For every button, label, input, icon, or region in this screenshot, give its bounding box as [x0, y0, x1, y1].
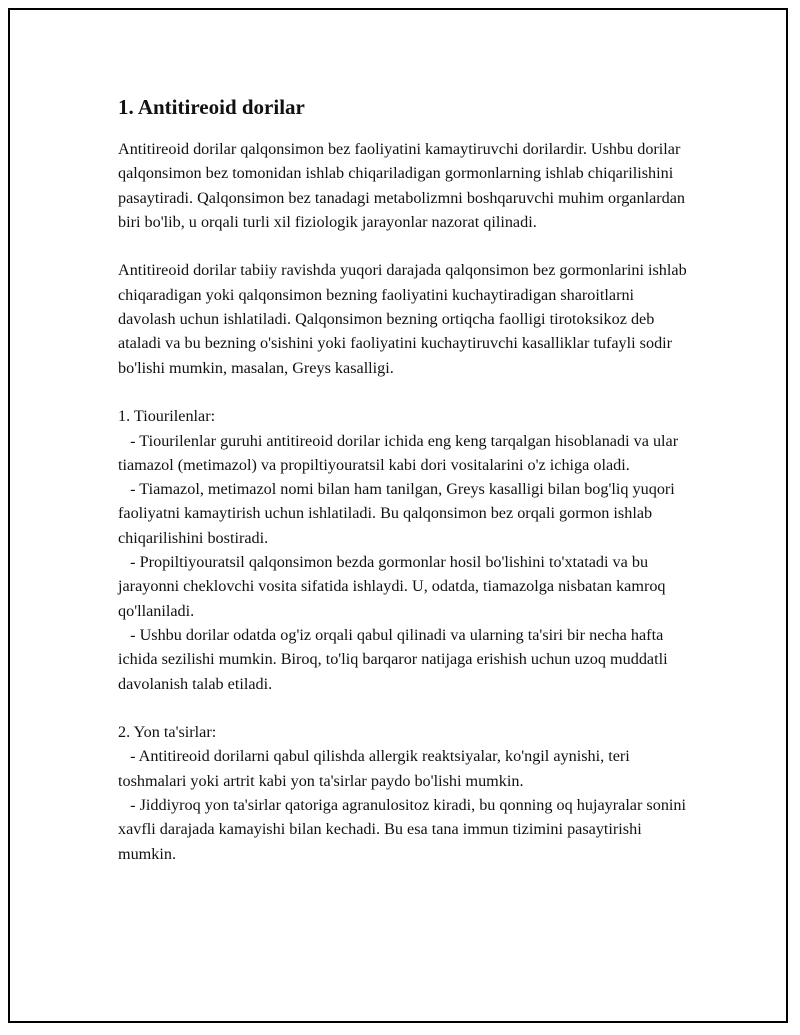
list-item: - Antitireoid dorilarni qabul qilishda allergik reaktsiyalar, ko'ngil aynishi, teri toshmalari yoki artrit kabi yon ta'sirlar paydo bo'lishi mumkin. — [118, 747, 634, 790]
list-item: - Propiltiyouratsil qalqonsimon bezda gormonlar hosil bo'lishini to'xtatadi va bu jarayonni cheklovchi vosita sifatida ishlaydi. U, odatda, tiamazolga nisbatan kamroq qo'llaniladi. — [118, 553, 670, 620]
list-item: - Jiddiyroq yon ta'sirlar qatoriga agranulositoz kiradi, bu qonning oq hujayralar sonini xavfli darajada kamayishi bilan kechadi. Bu esa tana immun tizimini pasaytirishi mumkin. — [118, 796, 691, 863]
document-body — [118, 93, 691, 866]
intro-paragraph: Antitireoid dorilar qalqonsimon bez faoliyatini kamaytiruvchi dorilardir. Ushbu dorilar qalqonsimon bez tomonidan ishlab chiqariladigan gormonlarning ishlab chiqarilishini pasaytiradi. Qalqonsimon bez tanadagi metabolizmni boshqaruvchi muhim organlardan biri bo'lib, u orqali turli xil fiziologik jarayonlar nazorat qilinadi. — [118, 140, 686, 231]
list-item: - Tiamazol, metimazol nomi bilan ham tanilgan, Greys kasalligi bilan bog'liq yuqori faoliyatni kamaytirish uchun ishlatiladi. Bu qalqonsimon bez orqali gormon ishlab chiqarilishini bostiradi. — [118, 480, 679, 547]
list-item: - Tiourilenlar guruhi antitireoid dorilar ichida eng keng tarqalgan hisoblanadi va ular tiamazol (metimazol) va propiltiyouratsil kabi dori vositalarini o'z ichiga oladi. — [118, 431, 683, 474]
paragraph-gap — [118, 234, 688, 258]
paragraph-gap — [118, 696, 688, 720]
paragraph-gap — [118, 380, 688, 404]
list-item: - Ushbu dorilar odatda og'iz orqali qabul qilinadi va ularning ta'siri bir necha hafta ichida sezilishi mumkin. Biroq, to'liq barqaror natijaga erishish uchun uzoq muddatli davolanish talab etiladi. — [118, 625, 672, 693]
document-title: 1. Antitireoid dorilar — [118, 95, 305, 119]
section-heading-side-effects: 2. Yon ta'sirlar: — [118, 723, 217, 742]
indication-paragraph: Antitireoid dorilar tabiiy ravishda yuqori darajada qalqonsimon bez gormonlarini ishlab chiqaradigan yoki qalqonsimon bezning faoliyatini kuchaytiradigan sharoitlarni davolash uchun ishlatiladi. Qalqonsimon bezning ortiqcha faolligi tirotoksikoz deb ataladi va bu bezning o'sishini yoki faoliyatini kuchaytiruvchi kasalliklar tufayli sodir bo'lishi mumkin, masalan, Greys kasalligi. — [118, 261, 687, 377]
section-heading-tiourilenlar: 1. Tiourilenlar: — [118, 407, 216, 426]
